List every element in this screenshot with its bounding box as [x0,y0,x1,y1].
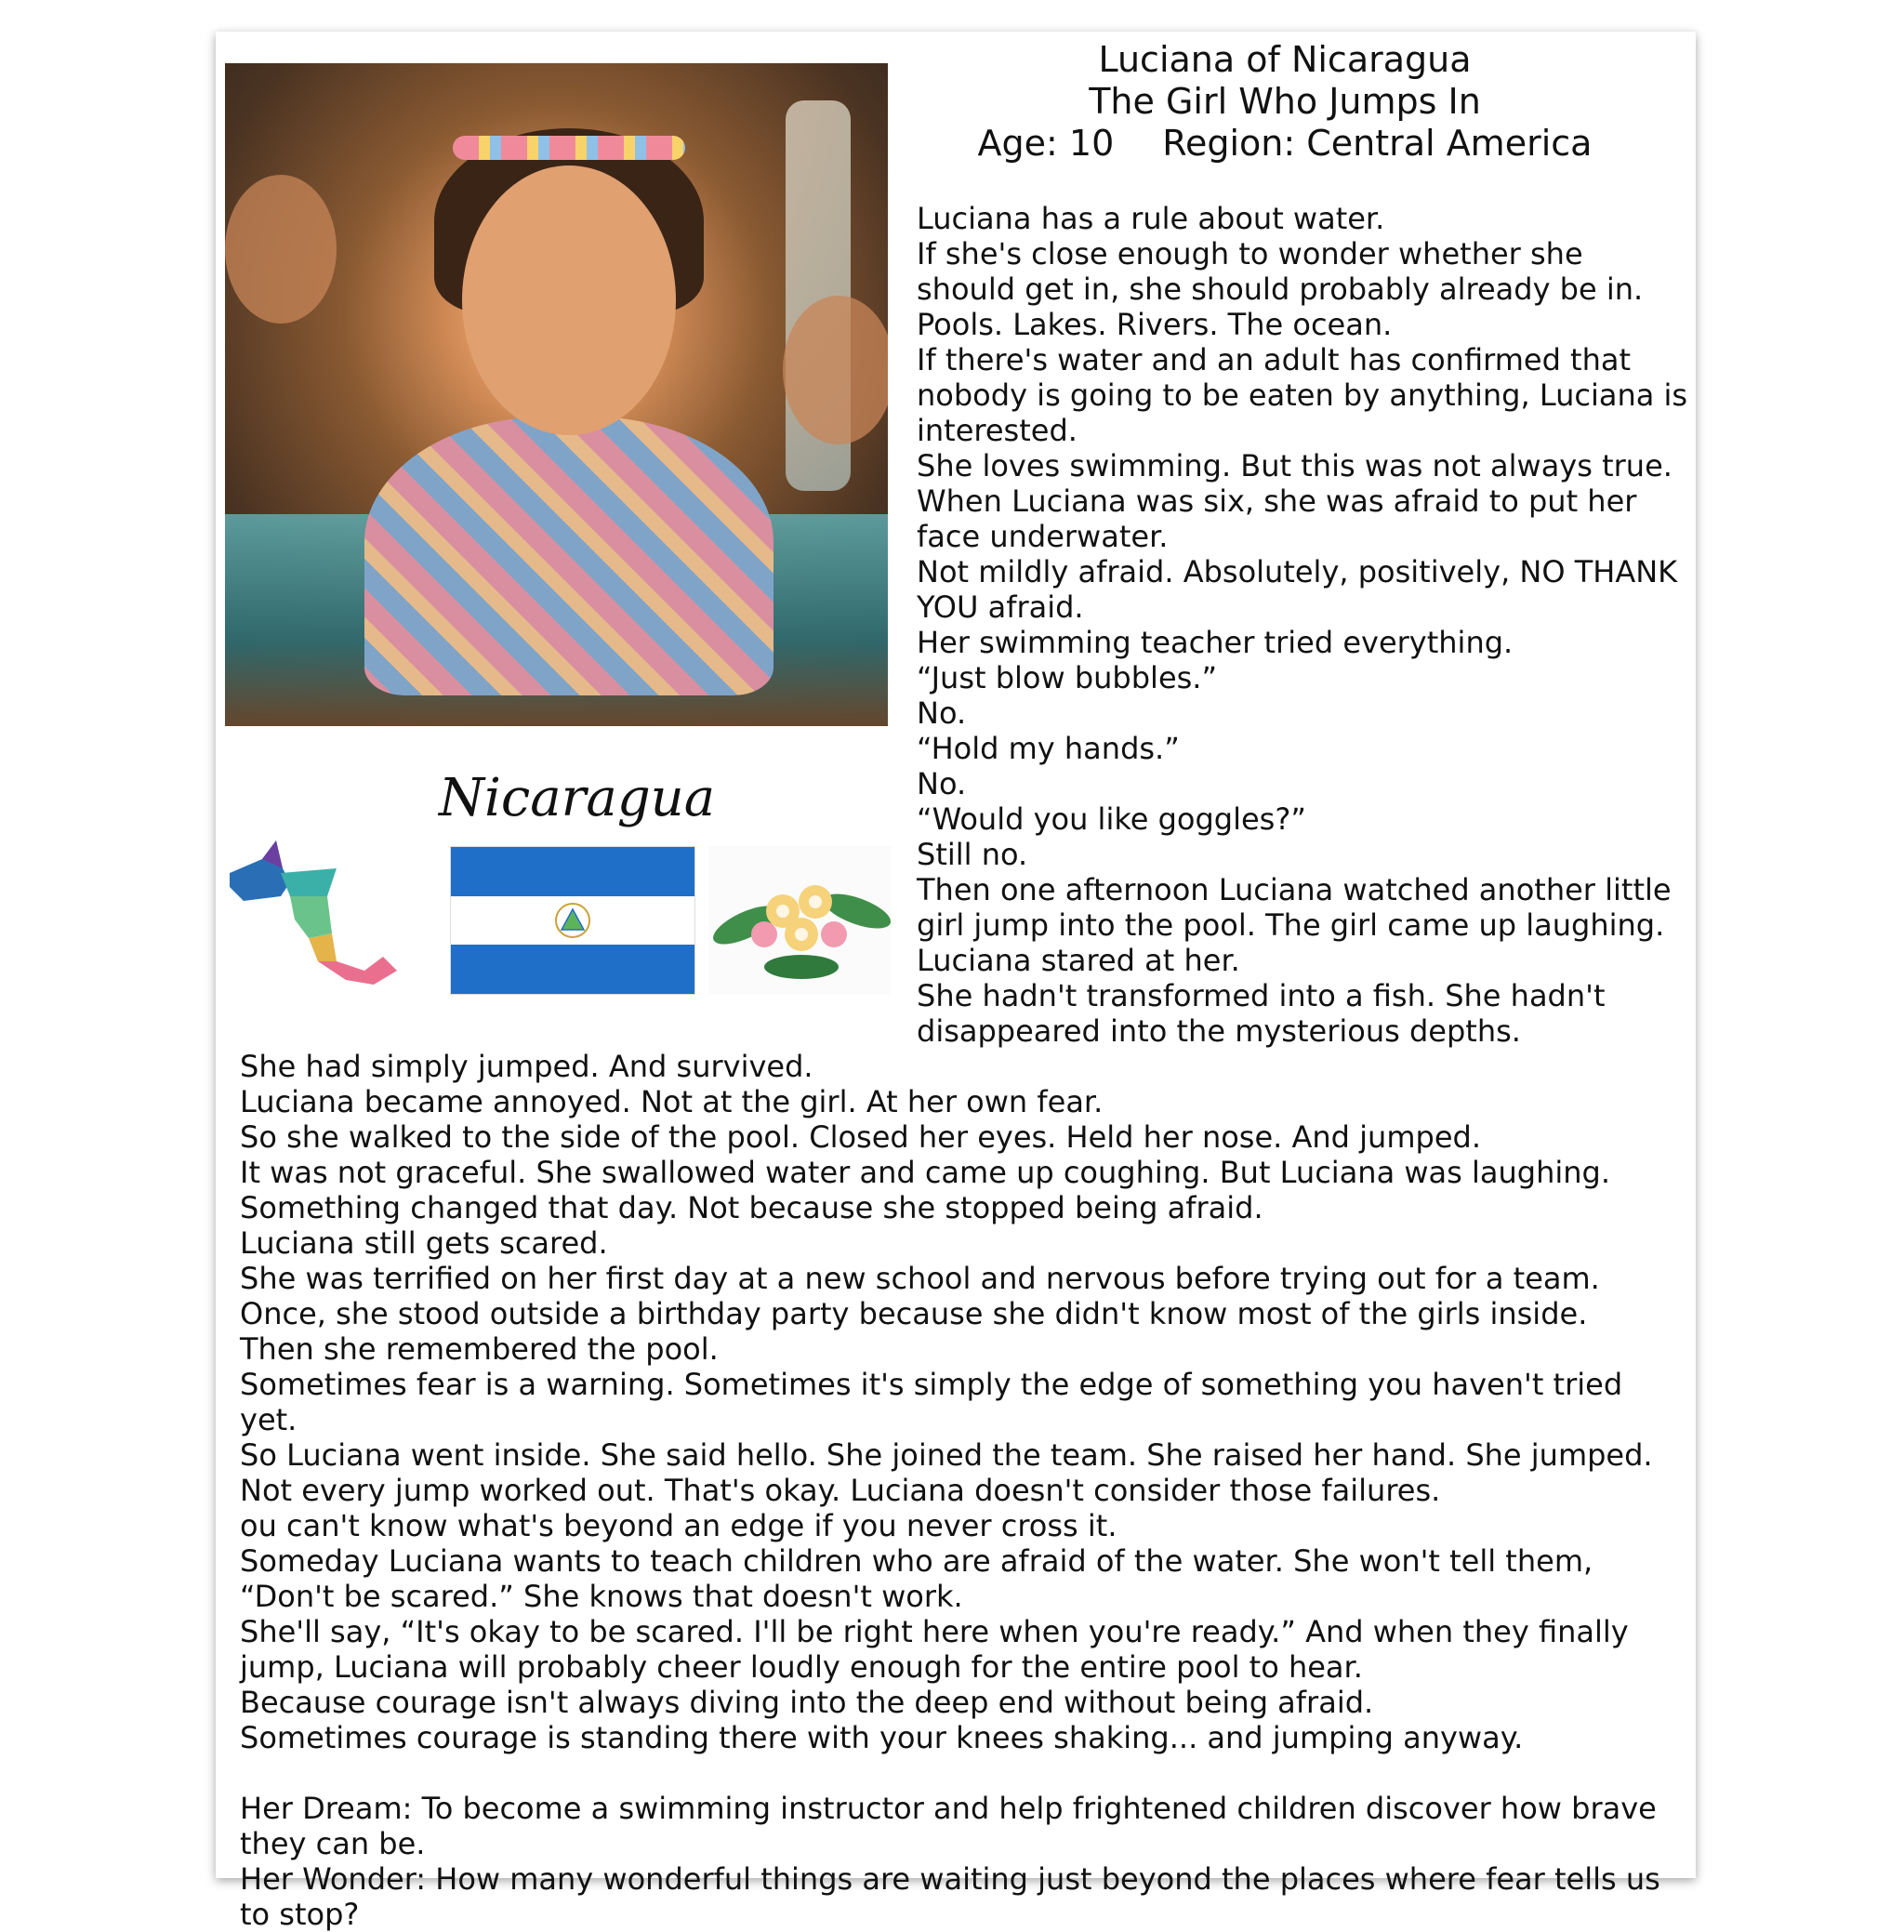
portrait-photo [225,63,888,726]
girl-face [462,165,676,435]
story-line: Not every jump worked out. That's okay. Luciana doesn't consider those failures. [240,1473,1441,1508]
story-line: No. [917,695,967,731]
story-line: Not mildly afraid. Absolutely, positively, NO THANK YOU afraid. [917,554,1678,625]
story-line: Still no. [917,837,1028,872]
story-line: She'll say, “It's okay to be scared. I'll be right here when you're ready.” And when they finally jump, Luciana will probably cheer loudly enough for the entire pool to hear. [240,1614,1629,1685]
flag-stripe-bottom [451,945,694,994]
country-label: Nicaragua [439,768,716,828]
story-line: Pools. Lakes. Rivers. The ocean. [917,307,1393,342]
dream-statement: Her Dream: To become a swimming instructor and help frightened children discover how brave they can be. [240,1791,1657,1861]
story-line: Then she remembered the pool. [240,1331,719,1367]
story-line: ou can't know what's beyond an edge if you never cross it. [240,1508,1117,1543]
story-line: Then one afternoon Luciana watched another little girl jump into the pool. The girl came up laughing. [917,872,1672,943]
story-column-right [917,201,1688,1049]
age-region-line [904,123,1666,165]
flag-stripe-middle [451,896,694,946]
story-line: Luciana stared at her. [917,943,1240,978]
document-page [216,32,1696,1932]
story-line: If there's water and an adult has confirmed that nobody is going to be eaten by anything, Luciana is interested. [917,342,1688,448]
story-line: So she walked to the side of the pool. Closed her eyes. Held her nose. And jumped. [240,1119,1481,1155]
story-line: No. [917,766,967,801]
story-line: Something changed that day. Not because she stopped being afraid. [240,1190,1263,1225]
document-header [904,39,1666,165]
story-line: Luciana became annoyed. Not at the girl. At her own fear. [240,1084,1104,1119]
story-line: Luciana still gets scared. [240,1225,608,1261]
story-line: Sometimes courage is standing there with your knees shaking... and jumping anyway. [240,1720,1524,1755]
story-line: Because courage isn't always diving into the deep end without being afraid. [240,1685,1374,1720]
central-america-map [225,831,420,989]
document-subtitle: The Girl Who Jumps In [1089,81,1481,122]
story-line: She had simply jumped. And survived. [240,1049,813,1084]
friend-figure-left [225,175,337,324]
story-line: She hadn't transformed into a fish. She hadn't disappeared into the mysterious depths. [917,978,1606,1049]
story-line: So Luciana went inside. She said hello. She joined the team. She raised her hand. She jumped. [240,1437,1653,1473]
story-line: Her swimming teacher tried everything. [917,625,1514,660]
flag-stripe-top [451,847,694,896]
document-title: Luciana of Nicaragua [1098,39,1472,80]
swimsuit [364,417,774,695]
story-line: “Would you like goggles?” [917,801,1306,837]
region-label: Region: Central America [1162,123,1593,164]
plumeria-flowers [708,846,891,995]
story-line: When Luciana was six, she was afraid to put her face underwater. [917,483,1637,554]
paragraph-gap [240,1755,1681,1791]
story-body-bottom [240,1049,1681,1932]
flower-crown [453,136,685,160]
story-line: Luciana has a rule about water. [917,201,1385,236]
story-line: If she's close enough to wonder whether she should get in, she should probably already be in. [917,236,1644,307]
wonder-statement: Her Wonder: How many wonderful things are waiting just beyond the places where fear tells us to stop? [240,1861,1660,1932]
age-label: Age: 10 [977,123,1115,164]
story-line: Someday Luciana wants to teach children who are afraid of the water. She won't tell them, “Don't be scared.” She knows that doesn't work. [240,1543,1593,1614]
story-line: Sometimes fear is a warning. Sometimes it's simply the edge of something you haven't tried yet. [240,1367,1623,1437]
story-line: She was terrified on her first day at a new school and nervous before trying out for a team. Once, she stood outside a birthday party because she didn't know most of the girls inside. [240,1261,1600,1331]
flag-emblem-icon [554,902,591,939]
story-line: “Hold my hands.” [917,731,1180,766]
story-line: She loves swimming. But this was not always true. [917,448,1673,483]
friend-figure-right [783,296,888,444]
story-line: “Just blow bubbles.” [917,660,1218,695]
nicaragua-flag [450,846,695,995]
story-line: It was not graceful. She swallowed water and came up coughing. But Luciana was laughing. [240,1155,1611,1190]
